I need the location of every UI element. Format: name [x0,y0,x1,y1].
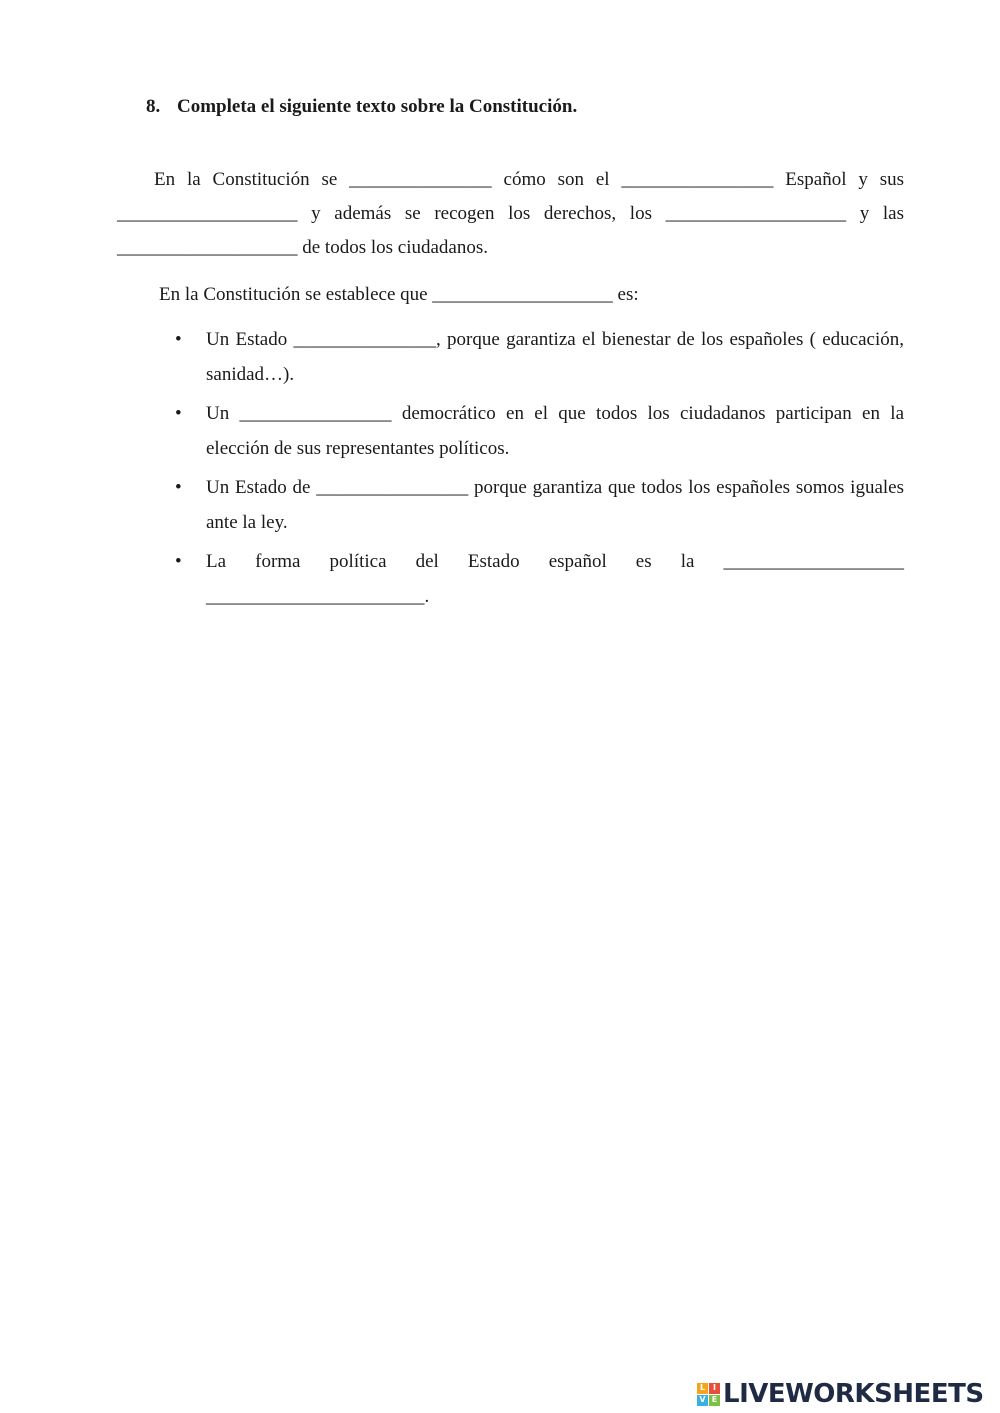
logo-mark-icon [697,1383,720,1406]
logo-letter: I [709,1383,720,1394]
logo-text: LIVEWORKSHEETS [723,1379,984,1409]
bullet-text: Un ________________ democrático en el que todos los ciudadanos participan en la elección de sus representantes políticos. [206,403,904,459]
logo-letter: L [697,1383,708,1394]
bullet-icon: • [175,329,182,350]
bullet-icon: • [175,551,182,572]
bullet-text: Un Estado _______________, porque garantiza el bienestar de los españoles ( educación, sanidad…). [206,329,904,385]
bullet-list [175,322,904,618]
question-number: 8. [146,96,161,117]
paragraph-constitution-establishes: En la Constitución se establece que ___________________ es: [159,284,639,305]
question-title [146,96,577,118]
question-text: Completa el siguiente texto sobre la Constitución. [177,96,578,117]
bullet-text: Un Estado de ________________ porque garantiza que todos los españoles somos iguales ante la ley. [206,477,904,533]
bullet-icon: • [175,477,182,498]
bullet-item [175,396,904,466]
liveworksheets-logo[interactable] [697,1377,984,1411]
paragraph-constitution-intro: En la Constitución se _______________ cómo son el ________________ Español y sus ___________________ y además se recogen los derechos, los ___________________ y las ___________________ de todos los ciudadanos. [117,169,904,258]
bullet-item [175,322,904,392]
bullet-item [175,544,904,614]
logo-letter: E [709,1395,720,1406]
bullet-item [175,470,904,540]
bullet-text: La forma política del Estado español es la ___________________ _______________________. [206,551,904,607]
bullet-icon: • [175,403,182,424]
logo-letter: V [697,1395,708,1406]
